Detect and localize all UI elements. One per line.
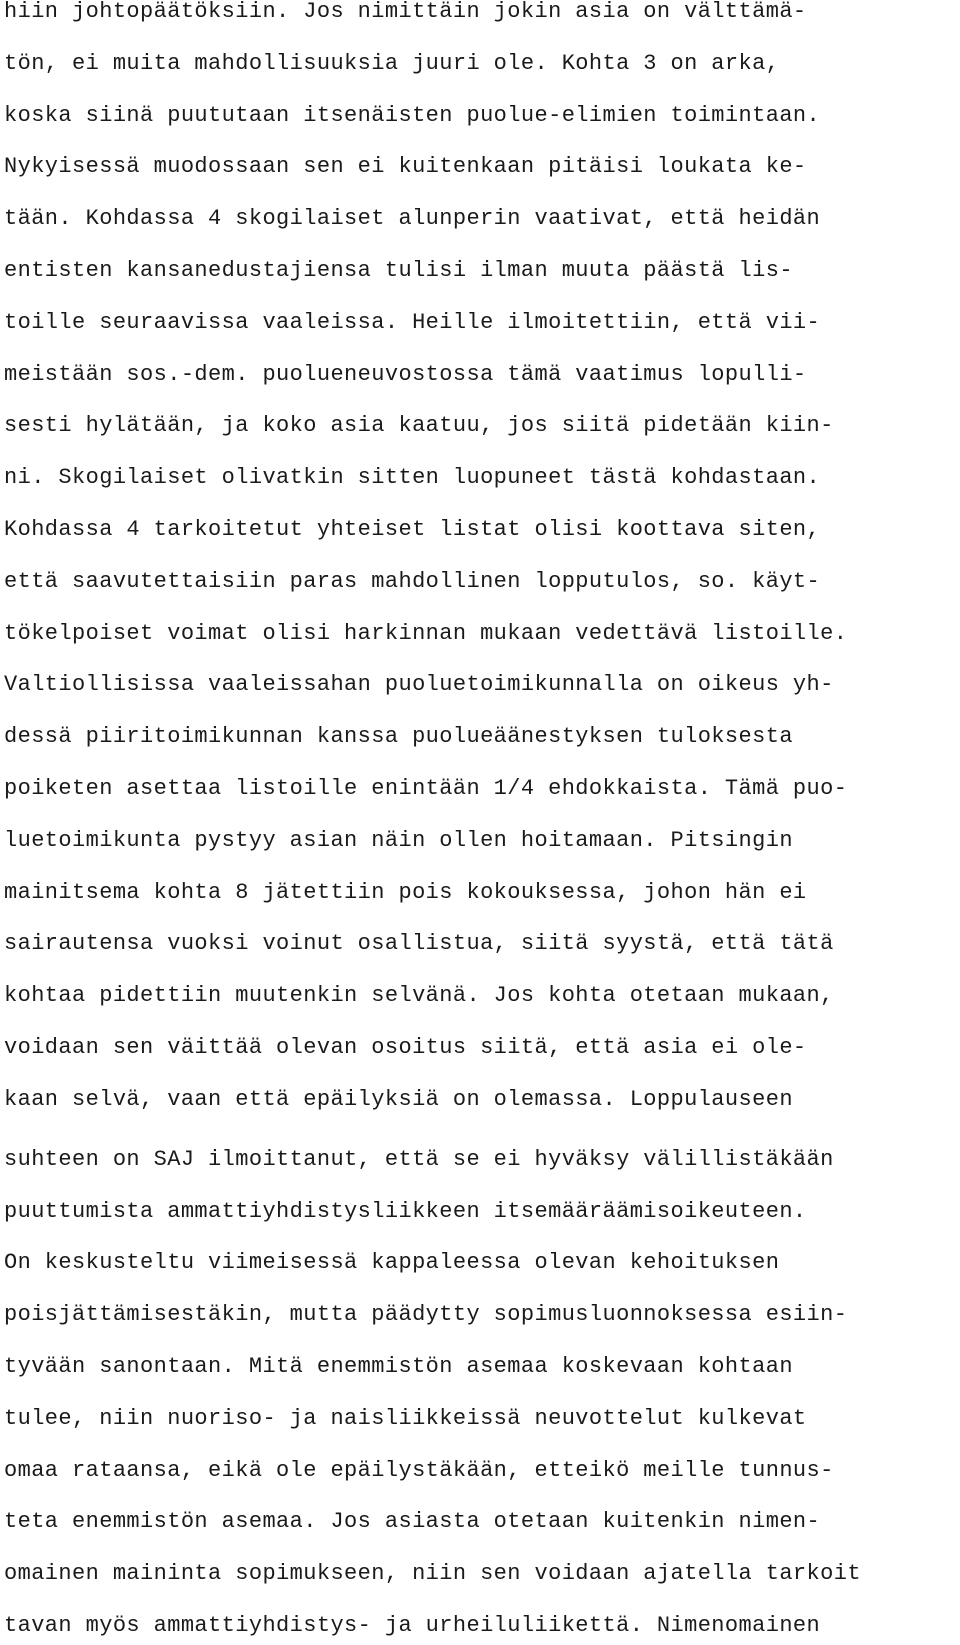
text-line: tön, ei muita mahdollisuuksia juuri ole. Kohta 3 on arka, <box>4 50 780 76</box>
document-text <box>4 0 954 1645</box>
text-line: hiin johtopäätöksiin. Jos nimittäin jokin asia on välttämä- <box>4 0 807 24</box>
text-line: poiketen asettaa listoille enintään 1/4 ehdokkaista. Tämä puo- <box>4 775 848 801</box>
text-line: voidaan sen väittää olevan osoitus siitä, että asia ei ole- <box>4 1034 807 1060</box>
text-line: että saavutettaisiin paras mahdollinen lopputulos, so. käyt- <box>4 568 821 594</box>
text-line: luetoimikunta pystyy asian näin ollen hoitamaan. Pitsingin <box>4 827 793 853</box>
text-line: poisjättämisestäkin, mutta päädytty sopimusluonnoksessa esiin- <box>4 1302 848 1328</box>
text-line: Valtiollisissa vaaleissahan puoluetoimikunnalla on oikeus yh- <box>4 672 834 698</box>
text-line: omainen maininta sopimukseen, niin sen voidaan ajatella tarkoit <box>4 1561 861 1587</box>
text-line: meistään sos.-dem. puolueneuvostossa tämä vaatimus lopulli- <box>4 361 807 387</box>
text-line: On keskusteltu viimeisessä kappaleessa olevan kehoituksen <box>4 1250 780 1276</box>
text-line: suhteen on SAJ ilmoittanut, että se ei hyväksy välillistäkään <box>4 1146 834 1172</box>
text-line: tökelpoiset voimat olisi harkinnan mukaan vedettävä listoille. <box>4 620 848 646</box>
text-line: teta enemmistön asemaa. Jos asiasta otetaan kuitenkin nimen- <box>4 1509 821 1535</box>
text-line: kohtaa pidettiin muutenkin selvänä. Jos kohta otetaan mukaan, <box>4 983 834 1009</box>
text-line: sesti hylätään, ja koko asia kaatuu, jos siitä pidetään kiin- <box>4 413 834 439</box>
text-line: Kohdassa 4 tarkoitetut yhteiset listat olisi koottava siten, <box>4 516 821 542</box>
text-line: mainitsema kohta 8 jätettiin pois kokouksessa, johon hän ei <box>4 879 807 905</box>
text-line: omaa rataansa, eikä ole epäilystäkään, etteikö meille tunnus- <box>4 1457 834 1483</box>
text-line: sairautensa vuoksi voinut osallistua, siitä syystä, että tätä <box>4 931 834 957</box>
text-line: tulee, niin nuoriso- ja naisliikkeissä neuvottelut kulkevat <box>4 1405 807 1431</box>
text-line: dessä piiritoimikunnan kanssa puolueäänestyksen tuloksesta <box>4 724 793 750</box>
text-line: koska siinä puututaan itsenäisten puolue-elimien toimintaan. <box>4 102 821 128</box>
text-line: Nykyisessä muodossaan sen ei kuitenkaan pitäisi loukata ke- <box>4 154 807 180</box>
text-line: toille seuraavissa vaaleissa. Heille ilmoitettiin, että vii- <box>4 309 821 335</box>
text-line: tavan myös ammattiyhdistys- ja urheiluliikettä. Nimenomainen <box>4 1612 821 1638</box>
text-line: kaan selvä, vaan että epäilyksiä on olemassa. Loppulauseen <box>4 1086 793 1112</box>
text-line: ni. Skogilaiset olivatkin sitten luopuneet tästä kohdastaan. <box>4 465 821 491</box>
text-line: puuttumista ammattiyhdistysliikkeen itsemääräämisoikeuteen. <box>4 1198 807 1224</box>
text-line: entisten kansanedustajiensa tulisi ilman muuta päästä lis- <box>4 257 793 283</box>
text-line: tään. Kohdassa 4 skogilaiset alunperin vaativat, että heidän <box>4 206 821 232</box>
text-line: tyvään sanontaan. Mitä enemmistön asemaa koskevaan kohtaan <box>4 1353 793 1379</box>
